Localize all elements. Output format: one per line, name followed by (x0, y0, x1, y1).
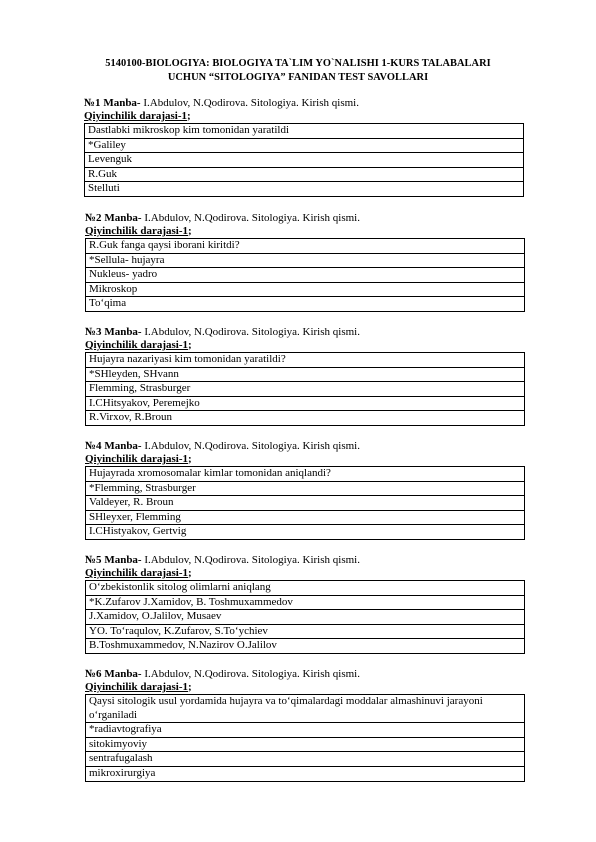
manba-label: Manba- (104, 554, 142, 566)
difficulty-label: Qiyinchilik darajasi-1 (84, 110, 187, 122)
question-row (86, 695, 525, 723)
option-text: *SHleyden, SHvann (86, 367, 525, 382)
option-row (86, 282, 525, 297)
question-row (86, 581, 525, 596)
title-line-2: UCHUN “SITOLOGIYA” FANIDAN TEST SAVOLLARI (167, 72, 429, 83)
option-text: Stelluti (85, 182, 524, 197)
option-row (86, 510, 525, 525)
question-block-3 (85, 326, 525, 426)
question-table (85, 466, 525, 540)
source-text: I.Abdulov, N.Qodirova. Sitologiya. Kirish qismi. (144, 440, 360, 452)
question-text: Hujayra nazariyasi kim tomonidan yaratildi? (86, 353, 525, 368)
question-row (86, 467, 525, 482)
question-text: Qaysi sitologik usul yordamida hujayra va to‘qimalardagi moddalar almashinuvi jarayoni o‘rganiladi (86, 695, 525, 723)
question-block-4 (85, 440, 525, 540)
option-text: Nukleus- yadro (86, 268, 525, 283)
question-block-2 (85, 212, 525, 312)
difficulty-line: Qiyinchilik darajasi-1; (85, 453, 192, 465)
option-text: *Galiley (85, 138, 524, 153)
option-text: *Sellula- hujayra (86, 253, 525, 268)
option-text: *Flemming, Strasburger (86, 481, 525, 496)
option-text: R.Guk (85, 167, 524, 182)
option-row (86, 297, 525, 312)
source-text: I.Abdulov, N.Qodirova. Sitologiya. Kirish qismi. (144, 326, 360, 338)
manba-label: Manba- (104, 212, 142, 224)
option-text: Flemming, Strasburger (86, 382, 525, 397)
title-line-1: 5140100-BIOLOGIYA: BIOLOGIYA TA`LIM YO`NALISHI 1-KURS TALABALARI (105, 58, 491, 69)
question-table (84, 123, 524, 197)
question-row (85, 124, 524, 139)
option-text: Mikroskop (86, 282, 525, 297)
question-table (85, 238, 525, 312)
source-line (85, 668, 525, 681)
difficulty-line: Qiyinchilik darajasi-1; (85, 339, 192, 351)
manba-label: Manba- (104, 668, 142, 680)
option-row (86, 766, 525, 781)
option-text: Valdeyer, R. Broun (86, 496, 525, 511)
option-row (86, 737, 525, 752)
question-number: №1 (84, 97, 101, 109)
option-row (86, 752, 525, 767)
manba-label: Manba- (104, 440, 142, 452)
option-row (86, 396, 525, 411)
question-number: №2 (85, 212, 102, 224)
option-text: *radiavtografiya (86, 723, 525, 738)
source-text: I.Abdulov, N.Qodirova. Sitologiya. Kirish qismi. (144, 554, 360, 566)
option-row (86, 253, 525, 268)
option-text: B.Toshmuxammedov, N.Nazirov O.Jalilov (86, 639, 525, 654)
option-row (86, 496, 525, 511)
option-row (86, 610, 525, 625)
manba-label: Manba- (104, 326, 142, 338)
source-line (84, 97, 524, 110)
option-text: SHleyxer, Flemming (86, 510, 525, 525)
source-text: I.Abdulov, N.Qodirova. Sitologiya. Kirish qismi. (144, 212, 360, 224)
difficulty-label: Qiyinchilik darajasi-1 (85, 567, 188, 579)
difficulty-label: Qiyinchilik darajasi-1 (85, 453, 188, 465)
document-title (60, 57, 536, 85)
option-text: J.Xamidov, O.Jalilov, Musaev (86, 610, 525, 625)
question-number: №6 (85, 668, 102, 680)
option-text: To‘qima (86, 297, 525, 312)
option-text: sitokimyoviy (86, 737, 525, 752)
question-row (86, 239, 525, 254)
source-line (85, 326, 525, 339)
option-row (86, 411, 525, 426)
question-table (85, 580, 525, 654)
option-row (86, 268, 525, 283)
option-row (86, 367, 525, 382)
difficulty-line: Qiyinchilik darajasi-1; (84, 110, 191, 122)
option-row (86, 639, 525, 654)
question-block-1 (84, 97, 524, 197)
option-text: R.Virxov, R.Broun (86, 411, 525, 426)
source-text: I.Abdulov, N.Qodirova. Sitologiya. Kirish qismi. (143, 97, 359, 109)
option-row (85, 138, 524, 153)
source-line (85, 554, 525, 567)
question-text: Hujayrada xromosomalar kimlar tomonidan aniqlandi? (86, 467, 525, 482)
option-row (86, 624, 525, 639)
option-row (85, 153, 524, 168)
option-row (86, 595, 525, 610)
option-text: Levenguk (85, 153, 524, 168)
question-number: №5 (85, 554, 102, 566)
source-line (85, 440, 525, 453)
difficulty-label: Qiyinchilik darajasi-1 (85, 681, 188, 693)
difficulty-line: Qiyinchilik darajasi-1; (85, 225, 192, 237)
difficulty-line: Qiyinchilik darajasi-1; (85, 681, 192, 693)
manba-label: Manba- (103, 97, 141, 109)
question-block-6 (85, 668, 525, 782)
difficulty-label: Qiyinchilik darajasi-1 (85, 225, 188, 237)
difficulty-line: Qiyinchilik darajasi-1; (85, 567, 192, 579)
option-row (85, 182, 524, 197)
option-text: sentrafugalash (86, 752, 525, 767)
option-text: I.CHistyakov, Gertvig (86, 525, 525, 540)
question-text: Dastlabki mikroskop kim tomonidan yaratildi (85, 124, 524, 139)
source-line (85, 212, 525, 225)
question-table (85, 352, 525, 426)
option-text: *K.Zufarov J.Xamidov, B. Toshmuxammedov (86, 595, 525, 610)
question-number: №3 (85, 326, 102, 338)
source-text: I.Abdulov, N.Qodirova. Sitologiya. Kirish qismi. (144, 668, 360, 680)
question-text: R.Guk fanga qaysi iborani kiritdi? (86, 239, 525, 254)
question-table (85, 694, 525, 782)
option-row (86, 525, 525, 540)
question-number: №4 (85, 440, 102, 452)
option-text: YO. To‘raqulov, K.Zufarov, S.To‘ychiev (86, 624, 525, 639)
option-text: I.CHitsyakov, Peremejko (86, 396, 525, 411)
question-block-5 (85, 554, 525, 654)
question-text: O‘zbekistonlik sitolog olimlarni aniqlang (86, 581, 525, 596)
option-row (86, 481, 525, 496)
option-row (86, 382, 525, 397)
option-row (85, 167, 524, 182)
difficulty-label: Qiyinchilik darajasi-1 (85, 339, 188, 351)
option-row (86, 723, 525, 738)
option-text: mikroxirurgiya (86, 766, 525, 781)
question-row (86, 353, 525, 368)
